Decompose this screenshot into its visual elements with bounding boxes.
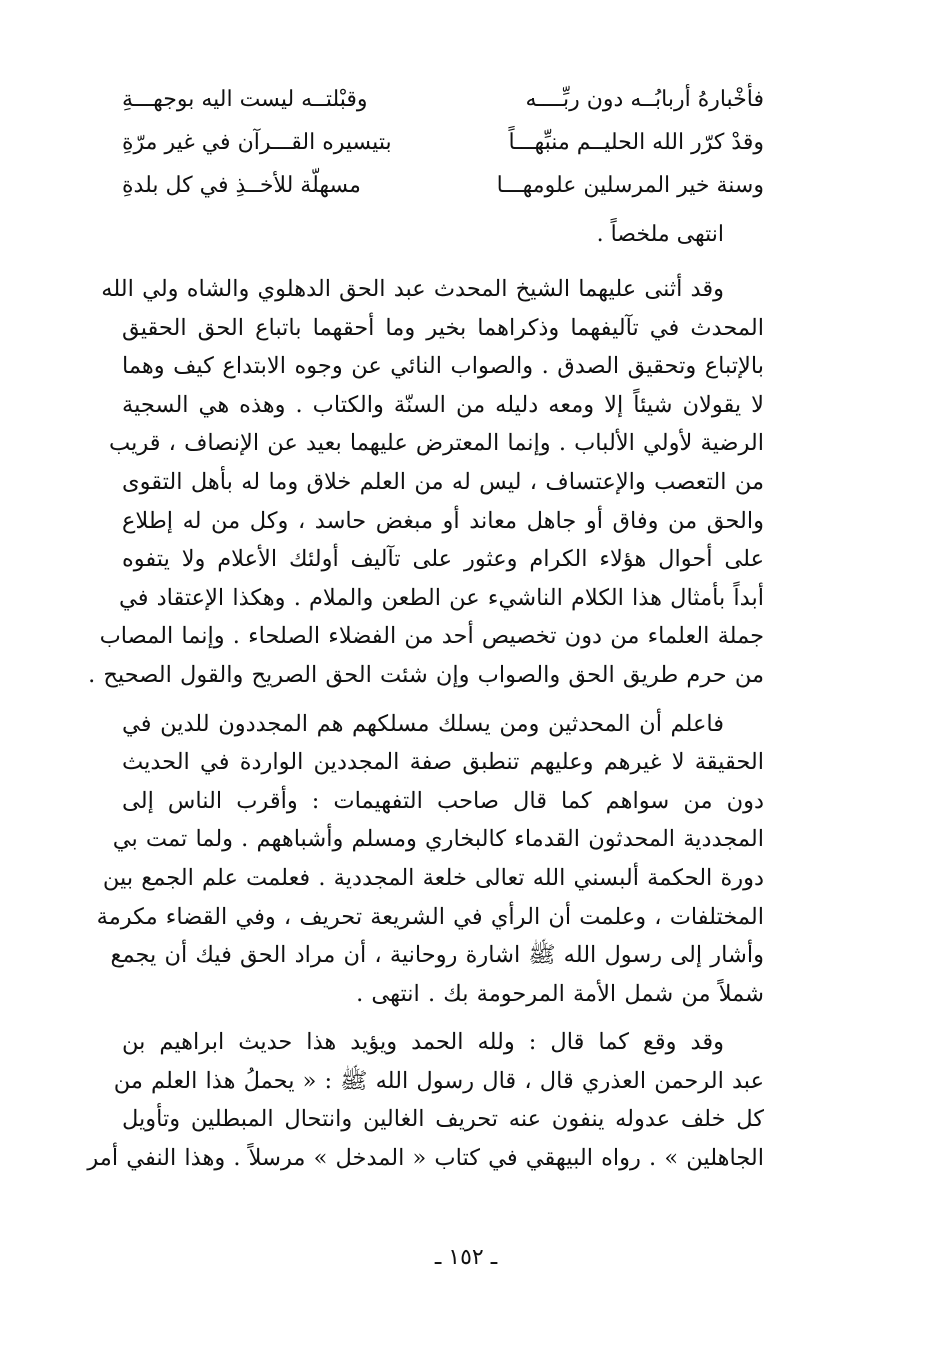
text-line: وقد أثنى عليهما الشيخ المحدث عبد الحق الدهلوي والشاه ولي الله bbox=[101, 276, 724, 302]
text-line: المختلفات ، وعلمت أن الرأي في الشريعة تحريف ، وفي القضاء مكرمة bbox=[96, 903, 764, 930]
verse-second-hemistich: بتيسيره القـــرآن في غير مرّةِ bbox=[122, 130, 392, 155]
text-line: المجددية المحدثون القدماء كالبخاري ومسلم وأشباههم . ولما تمت بي bbox=[112, 826, 764, 853]
text-line: كل خلف عدوله ينفون عنه تحريف الغالين وانتحال المبطلين وتأويل bbox=[122, 1106, 764, 1133]
quote-end-note: انتهى ملخصاً . bbox=[596, 222, 724, 247]
text-line: المحدث في تآليفهما وذكراهما بخير وما أحقهما باتباع الحق الحقيق bbox=[122, 314, 764, 341]
paragraph-praise-scholars bbox=[88, 270, 764, 695]
poem-verse bbox=[122, 121, 764, 164]
text-line: بالإتباع وتحقيق الصدق . والصواب النائي عن وجوه الابتداع كيف وهما bbox=[122, 353, 764, 380]
text-line: من التعصب والإعتساف ، ليس له من العلم خلاق وما له بأهل التقوى bbox=[122, 468, 764, 495]
verse-first-hemistich: فأخْبارهُ أربابُــه دون ربِّــــه bbox=[525, 87, 764, 112]
poem-verse bbox=[122, 164, 764, 207]
text-line: فاعلم أن المحدثين ومن يسلك مسلكهم هم المجددون للدين في bbox=[122, 710, 724, 737]
text-line: دورة الحكمة ألبسني الله تعالى خلعة المجددية . فعلمت علم الجمع بين bbox=[102, 864, 764, 891]
verse-second-hemistich: مسهلّة للأخــذِ في كل بلدةِ bbox=[122, 173, 361, 198]
text-line: وأشار إلى رسول الله ﷺ اشارة روحانية ، أن مراد الحق فيك أن يجمع bbox=[110, 942, 764, 969]
text-line: الرضية لأولي الألباب . وإنما المعترض عليهما بعيد عن الإنصاف ، قريب bbox=[109, 430, 764, 457]
text-line: وقد وقع كما قال : ولله الحمد ويؤيد هذا حديث ابراهيم بن bbox=[122, 1029, 724, 1056]
text-line: دون من سواهم كما قال صاحب التفهيمات : وأقرب الناس إلى bbox=[122, 787, 764, 814]
text-line: على أحوال هؤلاء الكرام وعثور على تآليف أولئك الأعلام ولا يتفوه bbox=[122, 546, 764, 573]
text-line: والحق من وفاق أو جاهل معاند أو مبغض حاسد ، وكل من له إطلاع bbox=[122, 507, 764, 534]
text-line: الجاهلين » . رواه البيهقي في كتاب « المدخل » مرسلاً . وهذا النفي أمر bbox=[87, 1145, 764, 1172]
text-line: الحقيقة لا غيرهم وعليهم تنطبق صفة المجددين الواردة في الحديث bbox=[122, 749, 764, 776]
text-line: لا يقولان شيئاً إلا ومعه دليله من السنّة والكتاب . وهذه هي السجية bbox=[122, 391, 764, 418]
verse-first-hemistich: وقدْ كرّر الله الحليــم منبِّهـــاً bbox=[508, 130, 764, 155]
paragraph-renewers bbox=[96, 705, 764, 1014]
paragraph-hadith bbox=[87, 1023, 764, 1177]
text-line: من حرم طريق الحق والصواب وإن شئت الحق الصريح والقول الصحيح . bbox=[88, 661, 764, 688]
text-line: شملاً من شمل الأمة المرحومة بك . انتهى . bbox=[356, 980, 764, 1007]
text-line: عبد الرحمن العذري قال ، قال رسول الله ﷺ : « يحملُ هذا العلم من bbox=[113, 1067, 764, 1094]
poem-verse bbox=[122, 78, 764, 121]
page-number: ـ ١٥٢ ـ bbox=[434, 1245, 498, 1270]
verse-second-hemistich: وقبْلتــه ليست اليه بوجهـــةِ bbox=[122, 87, 368, 112]
verse-first-hemistich: وسنة خير المرسلين علومهـــا bbox=[496, 173, 764, 198]
text-line: أبداً بأمثال هذا الكلام الناشيء عن الطعن والملام . وهكذا الإعتقاد في bbox=[118, 584, 764, 611]
text-line: جملة العلماء من دون تخصيص أحد من الفضلاء الصلحاء . وإنما المصاب bbox=[99, 623, 764, 650]
poem-verses bbox=[122, 78, 764, 207]
